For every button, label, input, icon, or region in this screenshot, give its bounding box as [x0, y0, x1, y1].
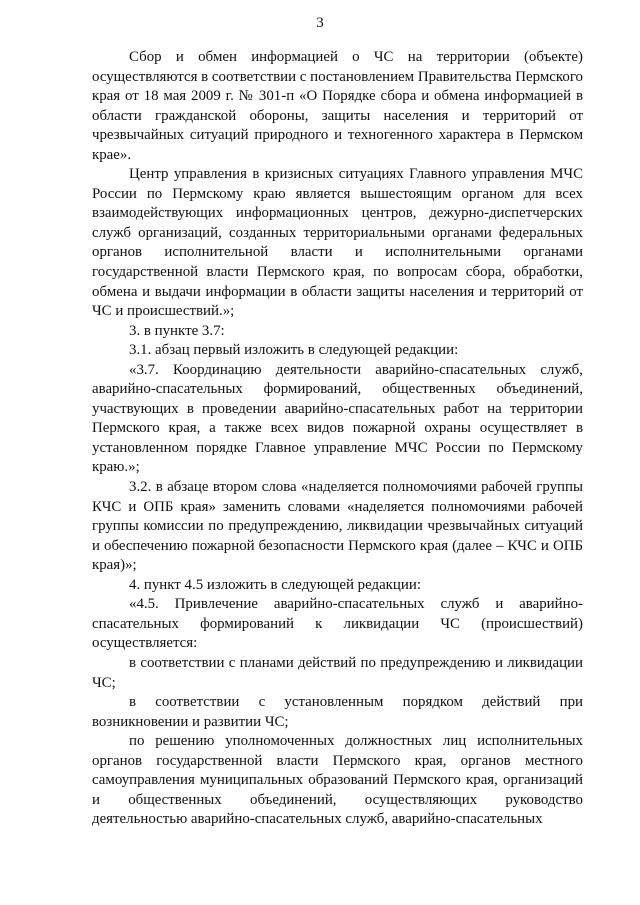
- page-number: 3: [316, 15, 324, 31]
- paragraph-item-4: 4. пункт 4.5 изложить в следующей редакции:: [129, 576, 421, 593]
- paragraph-procedure: в соответствии с установленным порядком действий при возникновении и развитии ЧС;: [92, 694, 583, 730]
- paragraph-clause-4-5: «4.5. Привлечение аварийно-спасательных служб и аварийно-спасательных формирований к ликвидации ЧС (происшествий) осуществляется:: [92, 596, 583, 652]
- paragraph-item-3: 3. в пункте 3.7:: [129, 322, 225, 339]
- paragraph-clause-3-7: «3.7. Координацию деятельности аварийно-спасательных служб, аварийно-спасательных формирований, общественных объединений, участвующих в проведении аварийно-спасательных работ на территории Пермского края, а также всех видов пожарной охраны осуществляет в установленном порядке Главное управление МЧС России по Пермскому краю.»;: [92, 361, 583, 476]
- paragraph-decision: по решению уполномоченных должностных лиц исполнительных органов государственной власти Пермского края, органов местного самоуправления муниципальных образований Пермского края, организаций и общественных объединений, осуществляющих руководство деятельностью аварийно-спасательных служб, аварийно-спасательных: [92, 733, 583, 828]
- paragraph-item-3-2: 3.2. в абзаце втором слова «наделяется полномочиями рабочей группы КЧС и ОПБ края» заменить словами «наделяется полномочиями рабочей группы комиссии по предупреждению, ликвидации чрезвычайных ситуаций и обеспечению пожарной безопасности Пермского края (далее – КЧС и ОПБ края)»;: [92, 479, 583, 574]
- paragraph-info-exchange: Сбор и обмен информацией о ЧС на территории (объекте) осуществляются в соответствии с постановлением Правительства Пермского края от 18 мая 2009 г. № 301-п «О Порядке сбора и обмена информацией в области гражданской обороны, защиты населения и территорий от чрезвычайных ситуаций природного и техногенного характера в Пермском крае».: [92, 49, 583, 163]
- document-body: [92, 48, 583, 830]
- paragraph-crisis-center: Центр управления в кризисных ситуациях Главного управления МЧС России по Пермскому краю является вышестоящим органом для всех взаимодействующих информационных центров, дежурно-диспетчерских служб организаций, созданных территориальными органами федеральных органов исполнительной власти и исполнительными органами государственной власти Пермского края, по вопросам сбора, обработки, обмена и выдачи информации в области защиты населения и территорий от ЧС и происшествий.»;: [92, 166, 583, 320]
- paragraph-item-3-1: 3.1. абзац первый изложить в следующей редакции:: [129, 342, 459, 359]
- paragraph-plans: в соответствии с планами действий по предупреждению и ликвидации ЧС;: [92, 654, 583, 691]
